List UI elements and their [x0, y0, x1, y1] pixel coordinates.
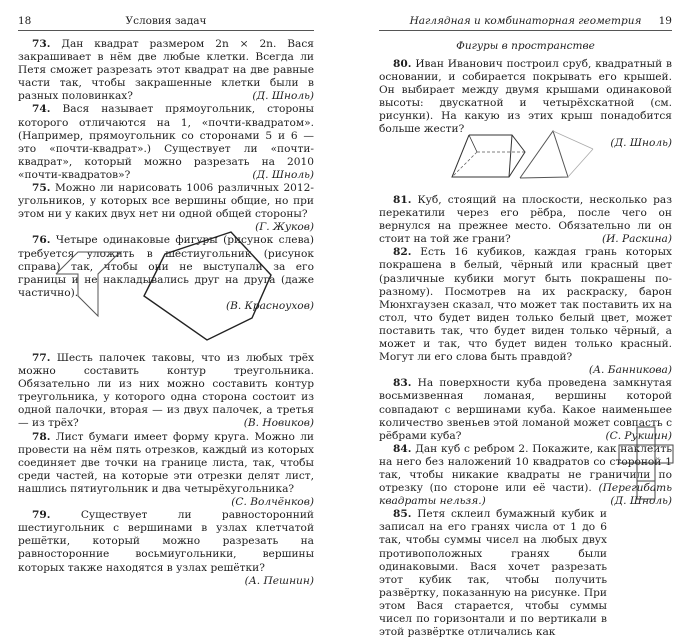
- problem-75: 75. Можно ли нарисовать 1006 различных 2012-угольников, у которых все вершины общие, но при этом ни у каких двух нет ни одной общей стороны? (Г. Жуков): [18, 182, 314, 234]
- problem-84: 84. Дан куб с ребром 2. Покажите, как наклеить на него без наложений 10 квадратов со стороной 1 так, чтобы никакие квадраты не граничили по отрезку (по стороне или её части). (Перегибать квадраты нельзя.) (Д. Шноль): [379, 442, 672, 508]
- running-title: Условия задач: [125, 15, 207, 27]
- problems-77-79: [18, 352, 314, 588]
- running-title: Наглядная и комбинаторная геометрия: [409, 15, 642, 27]
- problem-77: 77. Шесть палочек таковы, что из любых трёх можно составить контур треугольника. Обязательно ли из них можно составить контур треугольника, у которого одна сторона состоит из одной палочки, вторая — из двух палочек, а третья — из трёх? (В. Новиков): [18, 352, 314, 430]
- problem-85: 85. Петя склеил бумажный кубик и записал на его гранях числа от 1 до 6 так, чтобы суммы чисел на любых двух противоположных гранях были одинаковыми. Вася хочет разрезать этот кубик так, чтобы получить развёртку, показанную на рисунке. При этом Вася старается, чтобы суммы чисел по горизонтали и по вертикали в этой развёртке отличались как: [379, 508, 607, 639]
- author: (Д. Шноль): [252, 90, 314, 103]
- author: (С. Рукшин): [605, 429, 672, 442]
- problem-78: 78. Лист бумаги имеет форму круга. Можно ли провести на нём пять отрезков, каждый из которых соединяет две точки на границе листа, так, чтобы среди частей, на которые эти отрезки делят лист, нашлись пятиугольник и два четырёхугольника? (С. Волчёнков): [18, 430, 314, 509]
- author: (Г. Жуков): [255, 221, 314, 234]
- page-number: 18: [18, 15, 32, 27]
- author: (И. Раскина): [601, 233, 672, 246]
- problem-73: 73. Дан квадрат размером 2n × 2n. Вася закрашивает в нём две любые клетки. Всегда ли Петя сможет разрезать этот квадрат на две равные части так, чтобы закрашенные клетки были в разных половинках? (Д. Шноль): [18, 38, 314, 103]
- author: (С. Волчёнков): [231, 496, 314, 509]
- right-page-header: [379, 14, 672, 31]
- problem-83: 83. На поверхности куба проведена замкнутая восьмизвенная ломаная, вершины которой совпадают с вершинами куба. Какое наименьшее количество звеньев этой ломаной может совпасть с рёбрами куба? (С. Рукшин): [379, 377, 672, 442]
- cube-net-figure: [619, 427, 679, 507]
- page-number: 19: [658, 15, 672, 27]
- left-page-header: [18, 14, 314, 31]
- problem-76: 76. Четыре одинаковые фигуры (рисунок слева) требуется уложить в шестиугольник (рисунок справа) так, чтобы они не выступали за его границы и не накладывались друг на друга (даже частично). (В. Красноухов): [18, 234, 314, 312]
- hip-roof-figure: [520, 131, 600, 181]
- author: (Д. Шноль): [252, 168, 314, 181]
- problems-81-84: [379, 194, 672, 639]
- hexagon-figure: [142, 232, 282, 342]
- t-shaped-piece-figure: [56, 252, 126, 322]
- right-page: [349, 0, 697, 639]
- problem-80: 80. Иван Иванович построил сруб, квадратный в основании, и собирается покрывать его крышей. Он выбирает между двумя крышами одинаковой высоты: двускатной и четырёхскатной (см. рисунки). На какую из этих крыш понадобится больше жести? (Д. Шноль): [379, 58, 672, 149]
- problem-74: 74. Вася называет прямоугольник, стороны которого отличаются на 1, «почти-квадратом». (Например, прямоугольник со сторонами 5 и 6 — это «почти-квадрат».) Существует ли «почти-квадрат», который можно разрезать на 2010 «почти-квадратов»? (Д. Шноль): [18, 103, 314, 181]
- author: (Д. Шноль): [610, 136, 672, 149]
- author: (А. Пешнин): [244, 574, 314, 587]
- left-page: [0, 0, 348, 587]
- problem-81: 81. Куб, стоящий на плоскости, несколько раз перекатили через его рёбра, после чего он вернулся на прежнее место. Обязательно ли он стоит на той же грани? (И. Раскина): [379, 194, 672, 246]
- author: (А. Банникова): [588, 364, 672, 377]
- author: (В. Новиков): [243, 417, 314, 430]
- problem-79: 79. Существует ли равносторонний шестиугольник с вершинами в узлах клетчатой решётки, который можно разрезать на равносторонние восьмиугольники, вершины которых также находятся в узлах решётки? (А. Пешнин): [18, 509, 314, 587]
- problem-82: 82. Есть 16 кубиков, каждая грань которых покрашена в белый, чёрный или красный цвет (различные кубики могут быть покрашены по-разному). Посмотрев на их раскраску, барон Мюнхгаузен сказал, что может так поставить их на стол, что будет виден только белый цвет, может поставить так, что будет виден только чёрный, а может и так, что будет виден только красный. Могут ли его слова быть правдой? (А. Банникова): [379, 246, 672, 377]
- author: (Д. Шноль): [610, 495, 672, 508]
- author: (В. Красноухов): [225, 299, 314, 312]
- section-title: Фигуры в пространстве: [456, 40, 595, 52]
